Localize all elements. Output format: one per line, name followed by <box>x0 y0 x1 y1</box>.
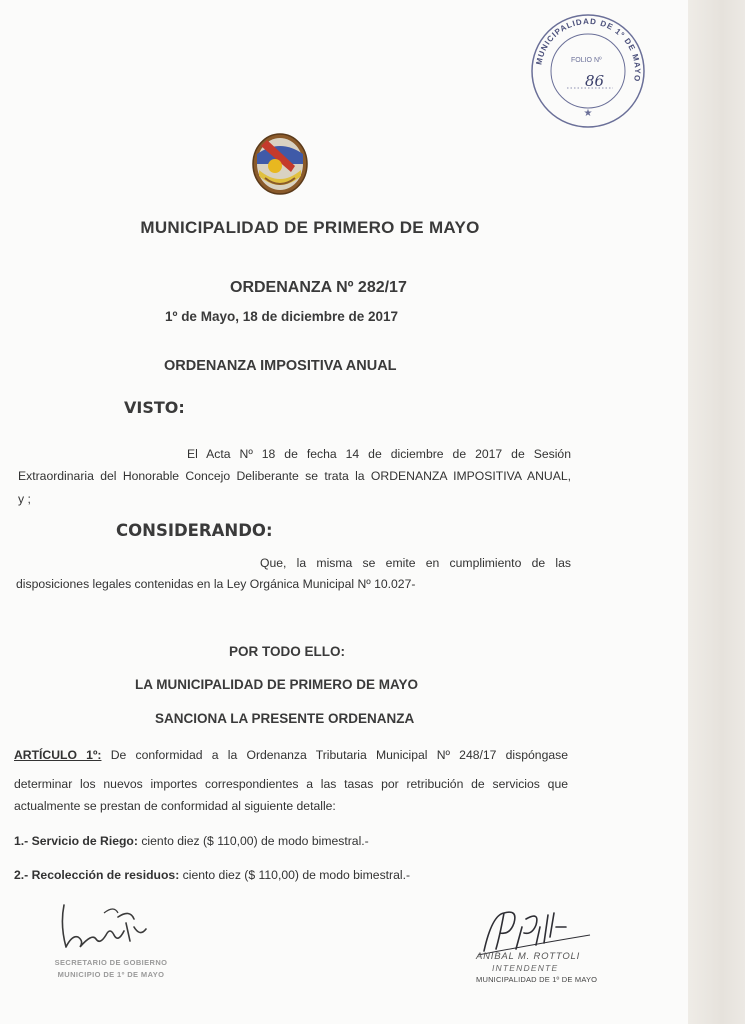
visto-line-1: El Acta Nº 18 de fecha 14 de diciembre de 2017 de Sesión <box>187 447 571 461</box>
article-1-label: ARTÍCULO 1º: <box>14 748 102 762</box>
sanciona-heading: SANCIONA LA PRESENTE ORDENANZA <box>155 711 415 726</box>
right-signature-org: MUNICIPALIDAD DE 1º DE MAYO <box>476 975 598 984</box>
right-signature-title: INTENDENTE <box>492 963 559 973</box>
stamp-folio-number: 86 <box>585 72 605 90</box>
item-1-label: 1.- Servicio de Riego: <box>14 834 138 848</box>
right-signature-name: ANIBAL M. ROTTOLI <box>476 951 581 962</box>
left-signature-org: MUNICIPIO DE 1º DE MAYO <box>57 970 165 979</box>
article-1-text-1: De conformidad a la Ordenanza Tributaria Municipal Nº 248/17 dispóngase <box>110 748 568 762</box>
place-and-date: 1º de Mayo, 18 de diciembre de 2017 <box>165 309 399 324</box>
handwritten-signature-icon <box>34 895 154 957</box>
visto-line-3: y ; <box>18 492 31 506</box>
left-signature <box>28 895 178 995</box>
stamp-seal-icon <box>527 10 649 132</box>
ordinance-number: ORDENANZA Nº 282/17 <box>230 279 407 296</box>
svg-text:★: ★ <box>583 108 593 119</box>
folio-stamp <box>527 10 649 132</box>
item-2 <box>14 864 410 887</box>
left-signature-title: SECRETARIO DE GOBIERNO <box>54 958 168 967</box>
handwritten-signature-icon <box>470 905 600 957</box>
considerando-line-2: disposiciones legales contenidas en la Ley Orgánica Municipal Nº 10.027- <box>16 577 416 591</box>
stamp-folio-label: FOLIO Nº <box>571 57 602 64</box>
right-signature <box>470 905 630 995</box>
visto-heading: VISTO: <box>124 398 185 417</box>
municipal-coat-of-arms <box>251 132 309 196</box>
por-todo-ello: POR TODO ELLO: <box>229 644 346 659</box>
municipality-repeat: LA MUNICIPALIDAD DE PRIMERO DE MAYO <box>135 677 419 692</box>
item-2-text: ciento diez ($ 110,00) de modo bimestral.- <box>179 868 411 882</box>
stamp-ring-text: MUNICIPALIDAD DE 1º DE MAYO <box>534 16 643 83</box>
coat-of-arms-icon <box>251 132 309 196</box>
visto-line-2: Extraordinaria del Honorable Concejo Deliberante se trata la ORDENANZA IMPOSITIVA ANUAL, <box>18 469 571 483</box>
considerando-line-1: Que, la misma se emite en cumplimiento de las <box>260 556 571 570</box>
page-edge-background <box>688 0 745 1024</box>
item-1 <box>14 830 369 853</box>
municipality-title: MUNICIPALIDAD DE PRIMERO DE MAYO <box>140 218 480 237</box>
ordinance-title: ORDENANZA IMPOSITIVA ANUAL <box>164 358 397 374</box>
item-2-label: 2.- Recolección de residuos: <box>14 868 180 882</box>
article-1-line-2: determinar los nuevos importes correspondientes a las tasas por retribución de servicios que <box>14 777 568 791</box>
article-1-line-1 <box>14 744 568 767</box>
article-1-line-3: actualmente se prestan de conformidad al siguiente detalle: <box>14 799 336 813</box>
item-1-text: ciento diez ($ 110,00) de modo bimestral.- <box>137 834 369 848</box>
considerando-heading: CONSIDERANDO: <box>116 521 273 540</box>
